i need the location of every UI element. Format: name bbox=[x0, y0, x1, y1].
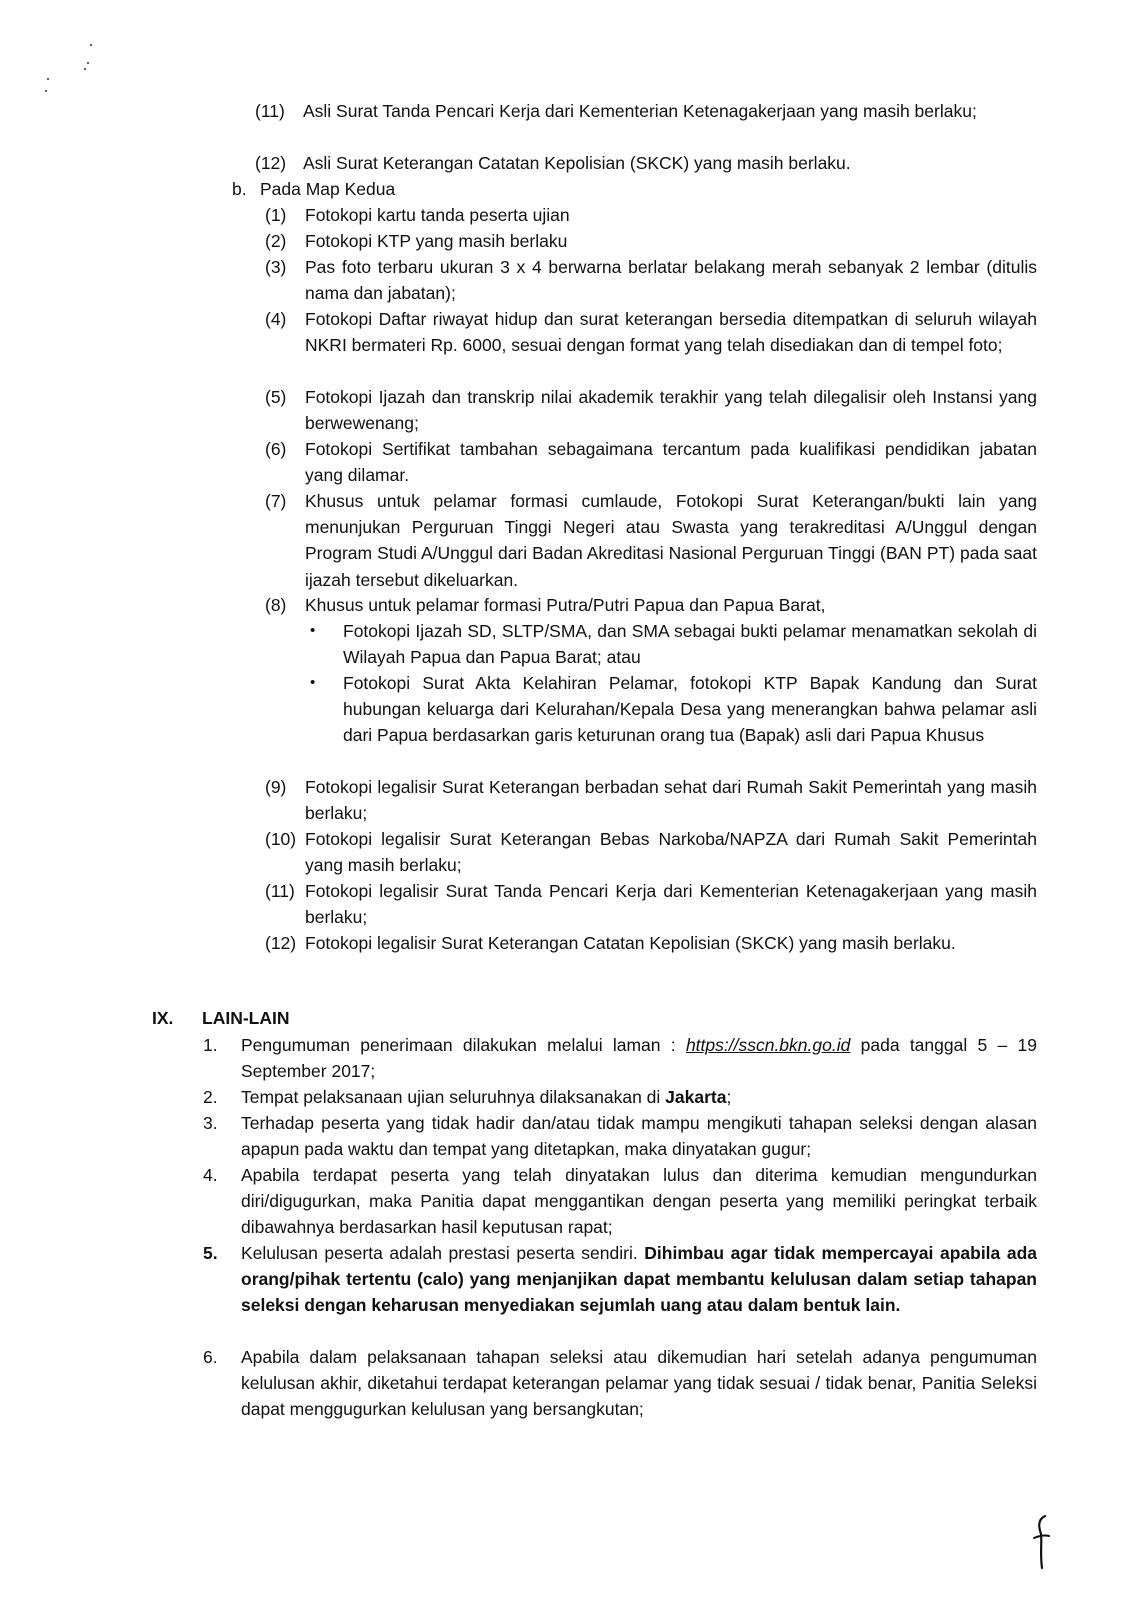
list-item bbox=[265, 826, 1037, 878]
list-item bbox=[265, 254, 1037, 306]
list-item bbox=[265, 878, 1037, 930]
list-item bbox=[265, 930, 1037, 956]
item-text: Fotokopi KTP yang masih berlaku bbox=[305, 231, 568, 251]
section-number: IX. bbox=[152, 1008, 174, 1028]
item-text: Fotokopi legalisir Surat Keterangan berbadan sehat dari Rumah Sakit Pemerintah yang masih berlaku; bbox=[305, 777, 1037, 824]
section-title: LAIN-LAIN bbox=[202, 1008, 290, 1028]
list-item bbox=[203, 1240, 1037, 1319]
item-text: Fotokopi legalisir Surat Keterangan Catatan Kepolisian (SKCK) yang masih berlaku. bbox=[305, 933, 956, 953]
bullet-icon: • bbox=[310, 674, 316, 691]
sscn-link[interactable]: https://sscn.bkn.go.id bbox=[685, 1035, 851, 1055]
list-item bbox=[203, 1110, 1037, 1162]
item-number: (10) bbox=[265, 829, 297, 849]
item-text-part: Tempat pelaksanaan ujian seluruhnya dilaksanakan di bbox=[241, 1087, 666, 1107]
list-item bbox=[265, 202, 1037, 228]
list-item bbox=[255, 150, 1035, 176]
item-number: 5. bbox=[203, 1243, 218, 1263]
item-number: (1) bbox=[265, 205, 287, 225]
item-text: Apabila terdapat peserta yang telah dinyatakan lulus dan diterima kemudian mengundurkan diri/digugurkan, maka Panitia dapat menggantikan dengan peserta yang memiliki peringkat terbaik dibawahnya berdasarkan hasil keputusan rapat; bbox=[241, 1165, 1037, 1238]
item-number: 2. bbox=[203, 1087, 218, 1107]
item-number: (11) bbox=[255, 101, 285, 121]
list-item bbox=[265, 306, 1037, 358]
bullet-icon: • bbox=[310, 622, 316, 639]
list-item bbox=[265, 488, 1037, 593]
item-text-part: Kelulusan peserta adalah prestasi peserta sendiri. bbox=[241, 1243, 645, 1263]
list-item bbox=[265, 228, 1037, 254]
item-number: (4) bbox=[265, 309, 287, 329]
list-item bbox=[203, 1084, 1037, 1110]
item-number: 4. bbox=[203, 1165, 218, 1185]
item-text: Terhadap peserta yang tidak hadir dan/atau tidak mampu mengikuti tahapan seleksi dengan alasan apapun pada waktu dan tempat yang ditetapkan, maka dinyatakan gugur; bbox=[241, 1113, 1037, 1160]
scan-speck bbox=[84, 68, 86, 70]
item-number: (7) bbox=[265, 491, 287, 511]
item-number: 3. bbox=[203, 1113, 218, 1133]
initial-signature-mark bbox=[1031, 1512, 1051, 1572]
item-text: Fotokopi kartu tanda peserta ujian bbox=[305, 205, 570, 225]
list-item bbox=[265, 774, 1037, 826]
item-number: (12) bbox=[265, 933, 297, 953]
item-number: 1. bbox=[203, 1035, 218, 1055]
list-item bbox=[265, 384, 1037, 436]
item-number: (9) bbox=[265, 777, 287, 797]
item-text bbox=[241, 1084, 1037, 1110]
item-text: Asli Surat Tanda Pencari Kerja dari Kementerian Ketenagakerjaan yang masih berlaku; bbox=[303, 101, 977, 121]
bullet-text: Fotokopi Surat Akta Kelahiran Pelamar, fotokopi KTP Bapak Kandung dan Surat hubungan keluarga dari Kelurahan/Kepala Desa yang menerangkan bahwa pelamar asli dari Papua berdasarkan garis keturunan orang tua (Bapak) asli dari Papua Khusus bbox=[343, 673, 1037, 746]
subsection-heading bbox=[232, 176, 1032, 202]
subsection-number: b. bbox=[232, 179, 247, 199]
item-text: Fotokopi legalisir Surat Keterangan Bebas Narkoba/NAPZA dari Rumah Sakit Pemerintah yang masih berlaku; bbox=[305, 829, 1037, 876]
scan-speck bbox=[47, 78, 49, 80]
item-text: Fotokopi Ijazah dan transkrip nilai akademik terakhir yang telah dilegalisir oleh Instansi yang berwewenang; bbox=[305, 387, 1037, 434]
item-text: Khusus untuk pelamar formasi cumlaude, Fotokopi Surat Keterangan/bukti lain yang menunjukan Perguruan Tinggi Negeri atau Swasta yang terakreditasi A/Unggul dengan Program Studi A/Unggul dari Badan Akreditasi Nasional Perguruan Tinggi (BAN PT) pada saat ijazah tersebut dikeluarkan. bbox=[305, 491, 1037, 590]
item-number: (2) bbox=[265, 231, 287, 251]
section-heading bbox=[152, 1005, 289, 1031]
item-text bbox=[241, 1240, 1037, 1319]
bullet-text: Fotokopi Ijazah SD, SLTP/SMA, dan SMA sebagai bukti pelamar menamatkan sekolah di Wilayah Papua dan Papua Barat; atau bbox=[343, 621, 1037, 668]
list-item bbox=[203, 1032, 1037, 1084]
scan-speck bbox=[87, 62, 89, 64]
item-text: Asli Surat Keterangan Catatan Kepolisian (SKCK) yang masih berlaku. bbox=[303, 153, 851, 173]
list-item bbox=[265, 436, 1037, 488]
item-text: Pas foto terbaru ukuran 3 x 4 berwarna berlatar belakang merah sebanyak 2 lembar (ditulis nama dan jabatan); bbox=[305, 257, 1037, 304]
item-text-bold: Jakarta bbox=[665, 1087, 727, 1107]
item-text-bold: Dihimbau agar tidak mempercayai apabila ada orang/pihak tertentu (calo) yang menjanjikan dapat membantu kelulusan dalam setiap tahapan seleksi dengan keharusan menyediakan sejumlah uang atau dalam bentuk lain. bbox=[241, 1243, 1038, 1316]
list-item bbox=[255, 98, 1035, 124]
item-number: (6) bbox=[265, 439, 287, 459]
item-text: Fotokopi Daftar riwayat hidup dan surat keterangan bersedia ditempatkan di seluruh wilayah NKRI bermateri Rp. 6000, sesuai dengan format yang telah disediakan dan di tempel foto; bbox=[305, 309, 1037, 356]
list-item bbox=[265, 592, 1037, 618]
item-number: (5) bbox=[265, 387, 287, 407]
scan-speck bbox=[90, 44, 92, 46]
item-text: Khusus untuk pelamar formasi Putra/Putri Papua dan Papua Barat, bbox=[305, 595, 826, 615]
item-text: Fotokopi Sertifikat tambahan sebagaimana tercantum pada kualifikasi pendidikan jabatan yang dilamar. bbox=[305, 439, 1037, 486]
item-text-part: ; bbox=[726, 1087, 732, 1107]
item-text: Apabila dalam pelaksanaan tahapan seleksi atau dikemudian hari setelah adanya pengumuman kelulusan akhir, diketahui terdapat keterangan pelamar yang tidak sesuai / tidak benar, Panitia Seleksi dapat menggugurkan kelulusan yang bersangkutan; bbox=[241, 1347, 1037, 1420]
list-item bbox=[203, 1162, 1037, 1241]
item-text-part: Pengumuman penerimaan dilakukan melalui laman : bbox=[241, 1035, 686, 1055]
bullet-item bbox=[310, 670, 1037, 749]
item-number: (12) bbox=[255, 153, 287, 173]
item-number: (3) bbox=[265, 257, 287, 277]
item-number: (11) bbox=[265, 881, 295, 901]
item-text-part: pada tanggal 5 – 19 September 2017; bbox=[241, 1035, 1037, 1082]
item-number: 6. bbox=[203, 1347, 218, 1367]
item-text: Fotokopi legalisir Surat Tanda Pencari Kerja dari Kementerian Ketenagakerjaan yang masih berlaku; bbox=[305, 881, 1037, 928]
subsection-title: Pada Map Kedua bbox=[260, 179, 396, 199]
item-text bbox=[241, 1032, 1037, 1084]
item-number: (8) bbox=[265, 595, 287, 615]
bullet-item bbox=[310, 618, 1037, 670]
list-item bbox=[203, 1344, 1037, 1423]
scan-speck bbox=[45, 90, 47, 92]
